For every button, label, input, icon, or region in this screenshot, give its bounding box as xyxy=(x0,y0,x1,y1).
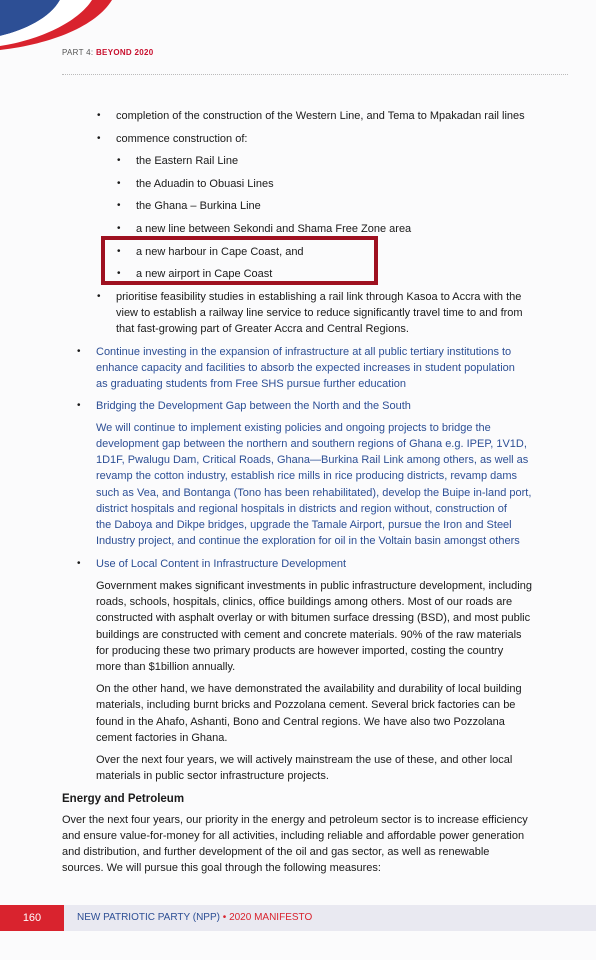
page-number: 160 xyxy=(0,905,64,931)
local-content-line: materials in public sector infrastructure projects. xyxy=(96,770,329,782)
local-content-line: Over the next four years, we will actively mainstream the use of these, and other local xyxy=(96,754,513,766)
dev-gap-line: revamp the cotton industry, establish rice mills in rice producing districts, revamp dams xyxy=(96,470,518,482)
sub-bullet: • xyxy=(117,178,121,189)
dev-gap-line: the Daboya and Dikpe bridges, upgrade the Tamale Airport, pursue the Iron and Steel xyxy=(96,519,512,531)
construction-item: the Ghana – Burkina Line xyxy=(136,200,261,212)
footer-separator: • xyxy=(222,912,227,923)
prioritise-line: view to establish a railway line service to reduce significantly travel time to and from xyxy=(116,307,523,319)
dev-gap-line: such as Vea, and Bontanga (Tono has been rehabilitated), develop the Buipe in-land port, xyxy=(96,487,532,499)
local-content-line: found in the Ahafo, Ashanti, Bono and Central regions. We have also two Pozzolana xyxy=(96,716,505,728)
local-content-line: roads, schools, hospitals, clinics, office buildings among others. Most of our roads are xyxy=(96,596,513,608)
local-content-title: Use of Local Content in Infrastructure Development xyxy=(96,558,347,570)
construction-item: a new harbour in Cape Coast, and xyxy=(136,246,304,258)
rail-item: commence construction of: xyxy=(116,133,248,145)
dev-gap-line: development gap between the northern and southern regions of Ghana e.g. IPEP, 1V1D, xyxy=(96,438,527,450)
local-content-line: for producing these two primary products are however imported, costing the country xyxy=(96,645,504,657)
sub-bullet: • xyxy=(117,200,121,211)
header-divider xyxy=(62,74,568,75)
bullet: • xyxy=(97,110,101,121)
local-content-line: materials, including burnt bricks and Pozzolana cement. Several brick factories can be xyxy=(96,699,516,711)
local-content-line: Government makes significant investments in public infrastructure development, including xyxy=(96,580,532,592)
corner-swoosh-graphic xyxy=(0,0,130,50)
header-section: BEYOND 2020 xyxy=(95,48,154,57)
tertiary-line: Continue investing in the expansion of infrastructure at all public tertiary institutions to xyxy=(96,346,512,358)
prioritise-line: that fast-growing part of Greater Accra and Central Regions. xyxy=(116,323,409,335)
bullet: • xyxy=(77,400,81,411)
bullet: • xyxy=(97,291,101,302)
page-footer xyxy=(0,905,596,931)
sub-bullet: • xyxy=(117,268,121,279)
dev-gap-line: district hospitals and regional hospitals in districts and region without, construction of xyxy=(96,503,507,515)
footer-manifesto: 2020 MANIFESTO xyxy=(229,912,313,923)
footer-title xyxy=(77,905,312,931)
sub-bullet: • xyxy=(117,246,121,257)
construction-item: a new airport in Cape Coast xyxy=(136,268,273,280)
construction-item: the Eastern Rail Line xyxy=(136,155,239,167)
footer-party: NEW PATRIOTIC PARTY (NPP) xyxy=(77,912,220,923)
energy-line: and distribution, and further development of the oil and gas sector, as well as renewable xyxy=(62,846,490,858)
section-heading-energy: Energy and Petroleum xyxy=(62,793,185,805)
prioritise-line: prioritise feasibility studies in establishing a rail link through Kasoa to Accra with the xyxy=(116,291,522,303)
local-content-line: more than $1billion annually. xyxy=(96,661,236,673)
bullet: • xyxy=(77,346,81,357)
header-part: PART 4: xyxy=(62,48,94,57)
local-content-line: buildings are constructed with cement and concrete materials. 90% of the raw materials xyxy=(96,629,522,641)
construction-item: a new line between Sekondi and Shama Free Zone area xyxy=(136,223,412,235)
local-content-line: On the other hand, we have demonstrated the availability and durability of local building xyxy=(96,683,522,695)
highlight-box xyxy=(101,236,378,285)
local-content-line: cement factories in Ghana. xyxy=(96,732,228,744)
energy-line: sources. We will pursue this goal through the following measures: xyxy=(62,862,381,874)
tertiary-line: enhance capacity and facilities to absorb the expected increases in student population xyxy=(96,362,515,374)
dev-gap-line: Industry project, and continue the exploration for oil in the Voltain basin amongst others xyxy=(96,535,520,547)
construction-item: the Aduadin to Obuasi Lines xyxy=(136,178,274,190)
tertiary-line: as graduating students from Free SHS pursue further education xyxy=(96,378,407,390)
local-content-line: constructed with asphalt overlay or with bitumen surface dressing (BSD), and most public xyxy=(96,612,531,624)
rail-item: completion of the construction of the Western Line, and Tema to Mpakadan rail lines xyxy=(116,110,525,122)
dev-gap-line: We will continue to implement existing policies and ongoing projects to bridge the xyxy=(96,422,491,434)
sub-bullet: • xyxy=(117,223,121,234)
bullet: • xyxy=(77,558,81,569)
sub-bullet: • xyxy=(117,155,121,166)
bullet: • xyxy=(97,133,101,144)
energy-line: and ensure value-for-money for all activities, including reliable and affordable power generation xyxy=(62,830,525,842)
running-header xyxy=(62,48,154,57)
dev-gap-title: Bridging the Development Gap between the North and the South xyxy=(96,400,411,412)
energy-line: Over the next four years, our priority in the energy and petroleum sector is to increase efficiency xyxy=(62,814,528,826)
dev-gap-line: 1D1F, Pwalugu Dam, Critical Roads, Ghana—Burkina Rail Link among others, as well as xyxy=(96,454,529,466)
